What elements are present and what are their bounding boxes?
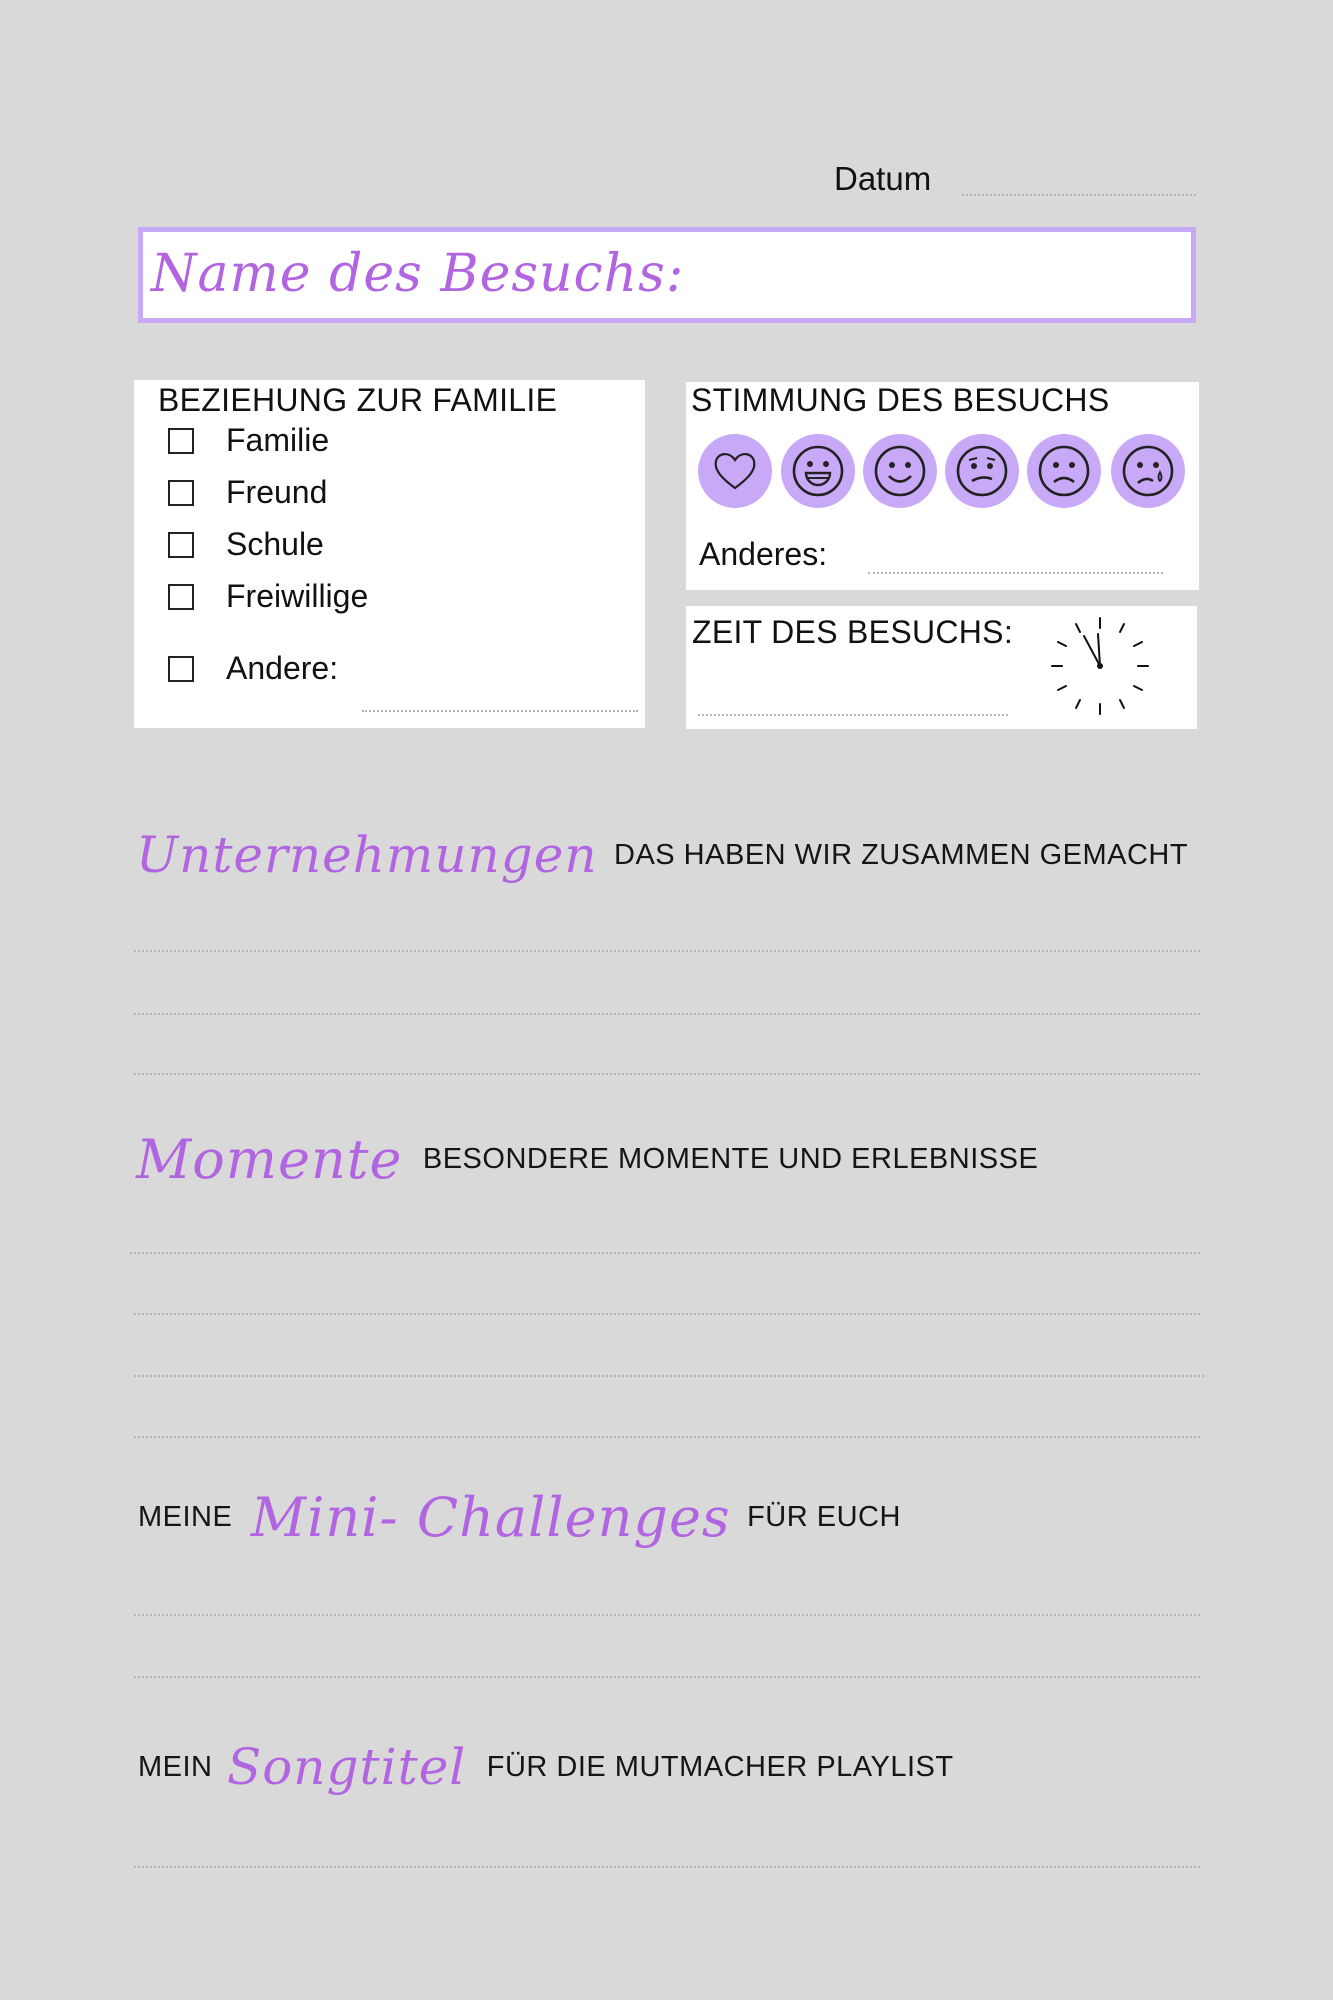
mood-panel <box>686 382 1199 590</box>
checkbox[interactable] <box>168 656 194 682</box>
section-momente-header <box>136 1128 1038 1191</box>
mood-other-label: Anderes: <box>699 536 828 572</box>
time-input-line[interactable] <box>698 714 1008 716</box>
write-line[interactable] <box>134 1013 1200 1015</box>
visitor-name-box[interactable] <box>138 227 1196 323</box>
option-label: Freund <box>226 474 328 510</box>
section-caps-suffix: FÜR EUCH <box>747 1501 901 1533</box>
write-line[interactable] <box>134 1866 1200 1868</box>
section-caps-title: DAS HABEN WIR ZUSAMMEN GEMACHT <box>614 838 1189 871</box>
time-title: ZEIT DES BESUCHS: <box>692 614 1014 650</box>
mood-title: STIMMUNG DES BESUCHS <box>691 382 1110 418</box>
write-line[interactable] <box>130 1252 1200 1254</box>
mood-other-input-line[interactable] <box>868 572 1163 574</box>
section-script-title: Unternehmungen <box>136 826 598 884</box>
big-grin-face-icon[interactable] <box>781 434 855 508</box>
option-label: Familie <box>226 422 330 458</box>
write-line[interactable] <box>134 1436 1200 1438</box>
checkbox[interactable] <box>168 584 194 610</box>
section-challenges-header <box>138 1486 901 1549</box>
visitor-name-label: Name des Besuchs: <box>151 244 685 304</box>
date-label: Datum <box>834 160 932 197</box>
write-line[interactable] <box>134 1073 1200 1075</box>
section-script-title: Songtitel <box>226 1738 467 1796</box>
andere-input-line[interactable] <box>362 710 638 712</box>
section-caps-prefix: MEINE <box>138 1501 233 1533</box>
sad-face-icon[interactable] <box>1027 434 1101 508</box>
write-line[interactable] <box>134 1375 1204 1377</box>
section-caps-prefix: MEIN <box>138 1750 213 1783</box>
clock-icon <box>1046 612 1154 720</box>
time-panel <box>686 606 1197 729</box>
section-songtitel-header <box>138 1738 954 1796</box>
date-input-line[interactable] <box>962 194 1196 196</box>
option-label: Andere: <box>226 650 339 686</box>
option-label: Freiwillige <box>226 578 369 614</box>
checkbox[interactable] <box>168 532 194 558</box>
write-line[interactable] <box>134 950 1200 952</box>
section-script-title: Momente <box>136 1128 403 1191</box>
checkbox[interactable] <box>168 480 194 506</box>
heart-icon[interactable] <box>698 434 772 508</box>
section-unternehmungen-header <box>136 826 1188 884</box>
section-script-title: Mini- Challenges <box>250 1486 731 1549</box>
confused-face-icon[interactable] <box>945 434 1019 508</box>
option-label: Schule <box>226 526 324 562</box>
smile-face-icon[interactable] <box>863 434 937 508</box>
crying-face-icon[interactable] <box>1111 434 1185 508</box>
relationship-title: BEZIEHUNG ZUR FAMILIE <box>158 382 558 418</box>
section-caps-suffix: FÜR DIE MUTMACHER PLAYLIST <box>486 1750 954 1783</box>
checkbox[interactable] <box>168 428 194 454</box>
relationship-panel <box>134 380 645 728</box>
write-line[interactable] <box>134 1676 1200 1678</box>
write-line[interactable] <box>134 1313 1200 1315</box>
section-caps-title: BESONDERE MOMENTE UND ERLEBNISSE <box>422 1143 1039 1175</box>
write-line[interactable] <box>134 1614 1200 1616</box>
